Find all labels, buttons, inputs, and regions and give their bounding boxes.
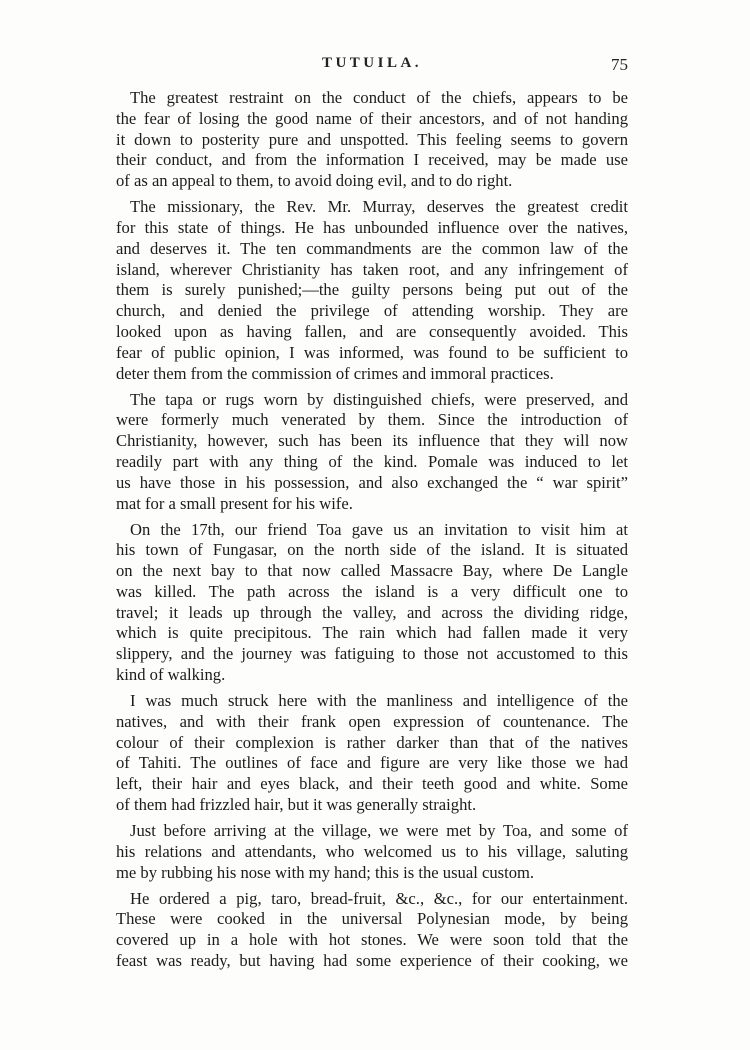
text-line: fear of public opinion, I was informed, was found to be sufficient to bbox=[116, 342, 628, 362]
text-line: island, wherever Christianity has taken root, and any infringement of bbox=[116, 259, 628, 279]
text-line: mat for a small present for his wife. bbox=[116, 493, 353, 513]
text-line: the fear of losing the good name of their ancestors, and of not handing bbox=[116, 108, 628, 128]
text-line: it down to posterity pure and unspotted. This feeling seems to govern bbox=[116, 129, 628, 149]
body-text bbox=[116, 88, 628, 977]
text-line: I was much struck here with the manliness and intelligence of the bbox=[130, 691, 628, 711]
page-number: 75 bbox=[611, 55, 628, 74]
text-line: The greatest restraint on the conduct of the chiefs, appears to be bbox=[130, 88, 628, 107]
paragraph bbox=[116, 691, 628, 816]
text-line: These were cooked in the universal Polynesian mode, by being bbox=[116, 909, 628, 929]
text-line: slippery, and the journey was fatiguing to those not accustomed to this bbox=[116, 644, 628, 664]
text-line: Christianity, however, such has been its influence that they will now bbox=[116, 431, 628, 451]
text-line: The tapa or rugs worn by distinguished chiefs, were preserved, and bbox=[130, 389, 628, 409]
text-line: me by rubbing his nose with my hand; this is the usual custom. bbox=[116, 862, 535, 882]
text-line: The missionary, the Rev. Mr. Murray, deserves the greatest credit bbox=[130, 197, 628, 217]
text-line: their conduct, and from the information I received, may be made use bbox=[116, 150, 628, 170]
text-line: kind of walking. bbox=[116, 665, 226, 685]
text-line: on the next bay to that now called Massacre Bay, where De Langle bbox=[116, 561, 628, 581]
text-line: of Tahiti. The outlines of face and figure are very like those we had bbox=[116, 753, 628, 773]
text-line: readily part with any thing of the kind. Pomale was induced to let bbox=[116, 451, 628, 471]
running-title: TUTUILA. bbox=[321, 55, 423, 71]
text-line: of as an appeal to them, to avoid doing evil, and to do right. bbox=[116, 171, 513, 191]
text-line: his town of Fungasar, on the north side of the island. It is situated bbox=[116, 540, 628, 560]
text-line: them is surely punished;—the guilty persons being put out of the bbox=[116, 280, 628, 300]
text-line: He ordered a pig, taro, bread-fruit, &c., &c., for our entertainment. bbox=[130, 888, 628, 908]
text-line: colour of their complexion is rather darker than that of the natives bbox=[116, 732, 628, 752]
text-line: feast was ready, but having had some experience of their cooking, we bbox=[116, 951, 628, 970]
text-line: his relations and attendants, who welcomed us to his village, saluting bbox=[116, 841, 628, 861]
text-line: church, and denied the privilege of attending worship. They are bbox=[116, 301, 628, 321]
text-line: deter them from the commission of crimes and immoral practices. bbox=[116, 363, 554, 383]
paragraph bbox=[116, 821, 628, 883]
text-line: travel; it leads up through the valley, and across the dividing ridge, bbox=[116, 602, 628, 622]
text-line: covered up in a hole with hot stones. We were soon told that the bbox=[116, 930, 628, 950]
text-line: us have those in his possession, and also exchanged the “ war spirit” bbox=[116, 472, 628, 492]
text-line: were formerly much venerated by them. Since the introduction of bbox=[116, 410, 628, 430]
text-line: left, their hair and eyes black, and their teeth good and white. Some bbox=[116, 774, 628, 794]
text-line: Just before arriving at the village, we were met by Toa, and some of bbox=[130, 821, 628, 841]
paragraph bbox=[116, 889, 628, 972]
text-line: was killed. The path across the island is a very difficult one to bbox=[116, 581, 628, 601]
text-line: natives, and with their frank open expression of countenance. The bbox=[116, 711, 628, 731]
text-line: of them had frizzled hair, but it was generally straight. bbox=[116, 795, 477, 815]
text-line: which is quite precipitous. The rain which had fallen made it very bbox=[116, 623, 628, 643]
text-line: On the 17th, our friend Toa gave us an invitation to visit him at bbox=[130, 519, 628, 539]
running-head bbox=[116, 55, 628, 77]
text-line: and deserves it. The ten commandments are the common law of the bbox=[116, 238, 628, 258]
paragraph bbox=[116, 390, 628, 515]
paragraph bbox=[116, 197, 628, 384]
text-line: looked upon as having fallen, and are consequently avoided. This bbox=[116, 321, 628, 341]
text-line: for this state of things. He has unbounded influence over the natives, bbox=[116, 217, 628, 237]
paragraph bbox=[116, 520, 628, 686]
paragraph bbox=[116, 88, 628, 192]
